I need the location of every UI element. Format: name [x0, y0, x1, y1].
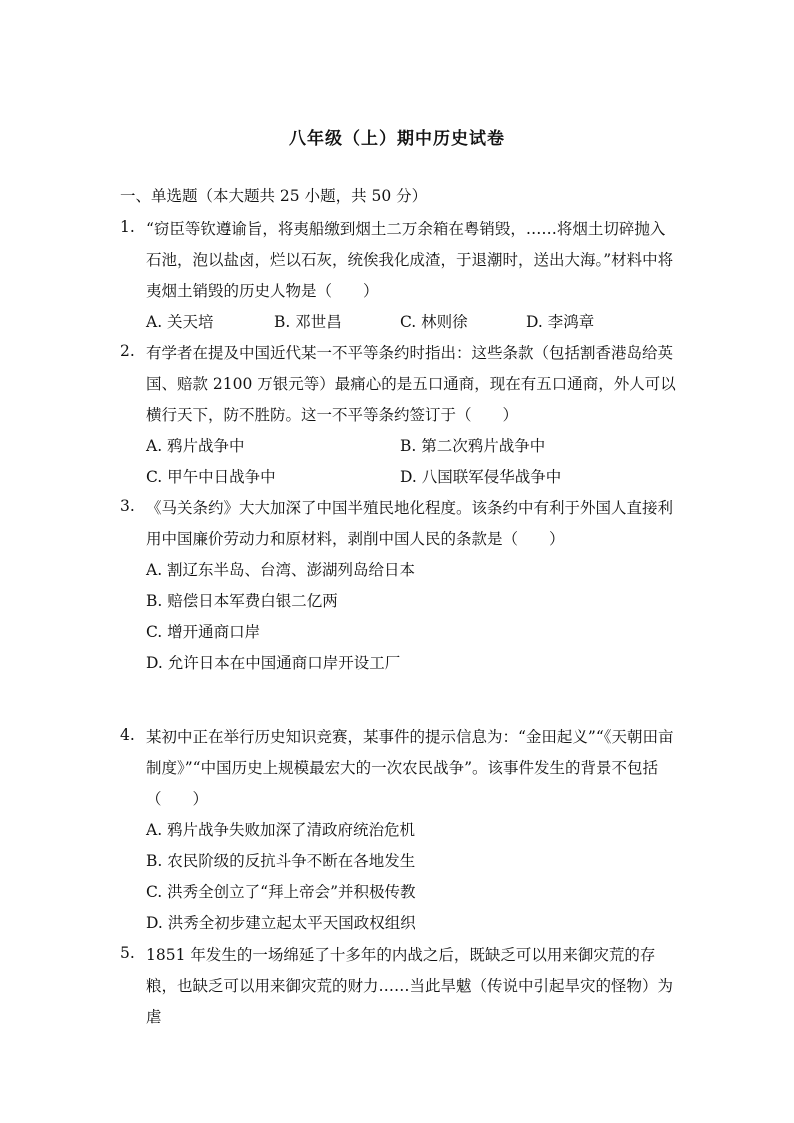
option-d[interactable]: D. 八国联军侵华战争中 — [400, 468, 562, 486]
options — [146, 307, 680, 338]
question-number: 2. — [120, 342, 135, 360]
option-c[interactable]: C. 洪秀全创立了“拜上帝会”并积极传教 — [146, 883, 416, 901]
question-stem: 《马关条约》大大加深了中国半殖民地化程度。该条约中有利于外国人直接利用中国廉价劳动力和原材料，剥削中国人民的条款是（ ） — [146, 499, 674, 548]
question-number: 1. — [120, 218, 135, 236]
question-2 — [120, 338, 680, 493]
question-stem: 某初中正在举行历史知识竞赛，某事件的提示信息为：“金田起义”“《天朝田亩制度》”“中国历史上规模最宏大的一次农民战争”。该事件发生的背景不包括（ ） — [146, 728, 674, 808]
option-b[interactable]: B. 邓世昌 — [274, 313, 342, 331]
question-stem: 有学者在提及中国近代某一不平等条约时指出：这些条款（包括割香港岛给英国、赔款 2100 万银元等）最痛心的是五口通商，现在有五口通商，外人可以横行天下，防不胜防。这一不平等条约签订于（ ） — [146, 344, 676, 424]
question-3 — [120, 493, 680, 679]
option-c[interactable]: C. 增开通商口岸 — [146, 623, 261, 641]
question-stem: 1851 年发生的一场绵延了十多年的内战之后，既缺乏可以用来御灾荒的存粮，也缺乏可以用来御灾荒的财力……当此旱魃（传说中引起旱灾的怪物）为虐 — [146, 946, 674, 1026]
options — [146, 815, 680, 939]
option-b[interactable]: B. 赔偿日本军费白银二亿两 — [146, 592, 338, 610]
option-a[interactable]: A. 关天培 — [146, 313, 214, 331]
option-c[interactable]: C. 林则徐 — [400, 313, 468, 331]
option-a[interactable]: A. 鸦片战争中 — [146, 437, 245, 455]
options — [146, 431, 680, 493]
option-a[interactable]: A. 割辽东半岛、台湾、澎湖列岛给日本 — [146, 561, 416, 579]
options — [146, 555, 680, 679]
option-d[interactable]: D. 李鸿章 — [526, 313, 595, 331]
option-d[interactable]: D. 允许日本在中国通商口岸开设工厂 — [146, 654, 401, 672]
option-c[interactable]: C. 甲午中日战争中 — [146, 468, 276, 486]
question-number: 5. — [120, 944, 135, 962]
option-b[interactable]: B. 第二次鸦片战争中 — [400, 437, 546, 455]
question-stem: “窃臣等钦遵谕旨，将夷船缴到烟土二万余箱在粤销毁，……将烟土切碎抛入石池，泡以盐卤，烂以石灰，统俟我化成渣，于退潮时，送出大海。”材料中将夷烟土销毁的历史人物是（ ） — [146, 220, 674, 300]
page-title: 八年级（上）期中历史试卷 — [289, 129, 505, 149]
question-number: 3. — [120, 497, 135, 515]
question-1 — [120, 214, 680, 338]
option-a[interactable]: A. 鸦片战争失败加深了清政府统治危机 — [146, 821, 416, 839]
option-b[interactable]: B. 农民阶级的反抗斗争不断在各地发生 — [146, 852, 416, 870]
question-4 — [120, 722, 680, 939]
question-number: 4. — [120, 726, 135, 744]
question-5 — [120, 940, 680, 1033]
option-d[interactable]: D. 洪秀全初步建立起太平天国政权组织 — [146, 914, 416, 932]
section-header: 一、单选题（本大题共 25 小题，共 50 分） — [120, 187, 428, 205]
